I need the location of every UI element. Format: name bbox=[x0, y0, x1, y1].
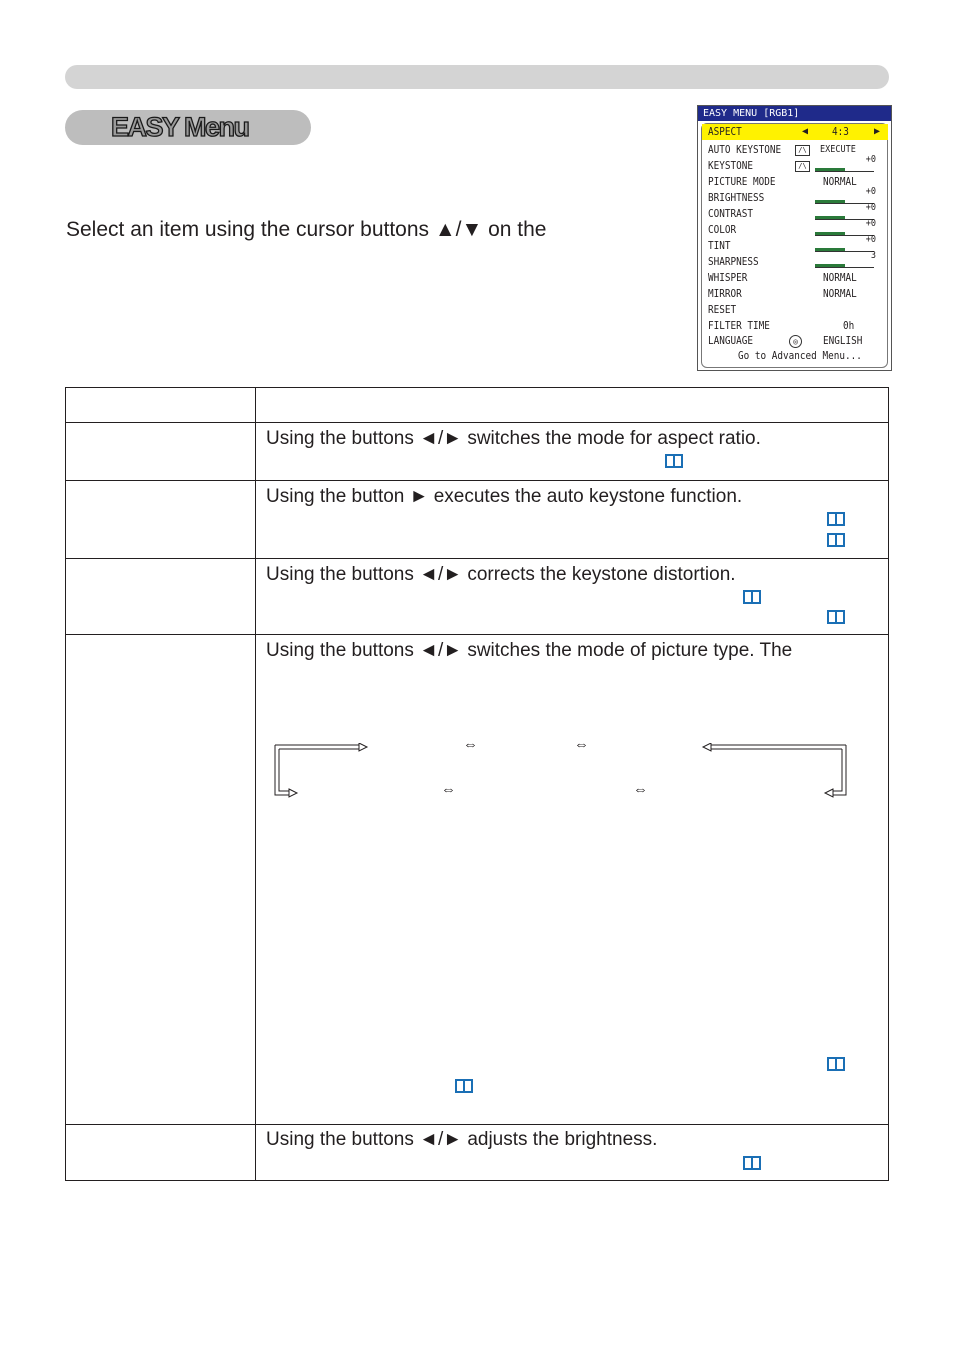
intro-text: Select an item using the cursor buttons ▲/▼ on the bbox=[66, 218, 547, 241]
osd-label: MIRROR bbox=[708, 287, 742, 300]
osd-label: KEYSTONE bbox=[708, 159, 754, 172]
row-picture-mode-description: Using the buttons ◄/► switches the mode of picture type. The bbox=[266, 640, 793, 661]
osd-row-reset[interactable] bbox=[702, 302, 888, 318]
osd-row-mirror[interactable] bbox=[702, 286, 888, 302]
row-divider bbox=[66, 558, 888, 559]
osd-row-sharpness[interactable] bbox=[702, 250, 888, 270]
osd-label: LANGUAGE bbox=[708, 334, 754, 347]
picture-mode-cycle-diagram bbox=[271, 743, 851, 799]
keystone-icon: /\ bbox=[795, 145, 810, 156]
osd-label: PICTURE MODE bbox=[708, 175, 776, 188]
book-icon[interactable] bbox=[742, 1155, 762, 1171]
osd-label: WHISPER bbox=[708, 271, 748, 284]
book-icon[interactable] bbox=[826, 1056, 846, 1072]
row-brightness-description: Using the buttons ◄/► adjusts the brightness. bbox=[266, 1129, 658, 1150]
osd-value: NORMAL bbox=[823, 287, 857, 300]
osd-label: CONTRAST bbox=[708, 207, 754, 220]
osd-label: AUTO KEYSTONE bbox=[708, 143, 782, 156]
osd-value: NORMAL bbox=[823, 175, 857, 188]
osd-row-whisper[interactable] bbox=[702, 270, 888, 286]
page-title: EASY Menu bbox=[111, 112, 249, 142]
osd-row-color[interactable] bbox=[702, 218, 888, 238]
osd-menu bbox=[697, 105, 892, 371]
triangle-left-icon: ◀ bbox=[802, 126, 809, 137]
row-divider bbox=[66, 634, 888, 635]
double-arrow-icon: ⇔ bbox=[633, 781, 648, 798]
header-bar bbox=[65, 65, 889, 89]
keystone-slider[interactable] bbox=[815, 168, 874, 172]
book-icon[interactable] bbox=[664, 453, 684, 469]
sharpness-slider[interactable] bbox=[815, 264, 874, 268]
osd-label: TINT bbox=[708, 239, 731, 252]
osd-label: ASPECT bbox=[708, 125, 742, 138]
osd-value: EXECUTE bbox=[820, 144, 856, 155]
osd-label: FILTER TIME bbox=[708, 319, 770, 332]
tint-slider[interactable] bbox=[815, 248, 874, 252]
osd-row-picture-mode[interactable] bbox=[702, 174, 888, 190]
globe-icon: ◎ bbox=[789, 335, 802, 348]
osd-value: +0 bbox=[865, 234, 876, 245]
book-icon[interactable] bbox=[826, 609, 846, 625]
osd-value: +0 bbox=[865, 218, 876, 229]
triangle-right-icon: ▶ bbox=[874, 126, 881, 137]
osd-row-auto-keystone[interactable] bbox=[702, 142, 888, 158]
osd-value: 4:3 bbox=[832, 125, 849, 138]
book-icon[interactable] bbox=[826, 532, 846, 548]
double-arrow-icon: ⇔ bbox=[463, 736, 478, 753]
row-auto-keystone-description: Using the button ► executes the auto keystone function. bbox=[266, 486, 743, 507]
osd-row-aspect[interactable] bbox=[702, 124, 888, 140]
row-divider bbox=[66, 422, 888, 423]
osd-header: EASY MENU [RGB1] bbox=[698, 106, 891, 121]
row-keystone-description: Using the buttons ◄/► corrects the keystone distortion. bbox=[266, 564, 736, 585]
osd-value: NORMAL bbox=[823, 271, 857, 284]
keystone-icon: /\ bbox=[795, 161, 810, 172]
osd-label: BRIGHTNESS bbox=[708, 191, 765, 204]
osd-row-contrast[interactable] bbox=[702, 202, 888, 222]
osd-label: RESET bbox=[708, 303, 737, 316]
book-icon[interactable] bbox=[454, 1078, 474, 1094]
osd-row-keystone[interactable] bbox=[702, 154, 888, 174]
row-divider bbox=[66, 1124, 888, 1125]
osd-footer: Go to Advanced Menu... bbox=[738, 349, 862, 362]
osd-row-filter-time[interactable] bbox=[702, 318, 888, 334]
book-icon[interactable] bbox=[742, 589, 762, 605]
osd-value: ENGLISH bbox=[823, 334, 863, 347]
osd-value: +0 bbox=[865, 202, 876, 213]
osd-advanced-link[interactable] bbox=[702, 348, 888, 364]
osd-value: 3 bbox=[870, 250, 876, 261]
osd-value: +0 bbox=[865, 186, 876, 197]
easy-menu-table bbox=[65, 387, 889, 1181]
osd-row-brightness[interactable] bbox=[702, 186, 888, 206]
osd-row-tint[interactable] bbox=[702, 234, 888, 254]
osd-value: 0h bbox=[843, 319, 855, 332]
osd-value: +0 bbox=[865, 154, 876, 165]
double-arrow-icon: ⇔ bbox=[441, 781, 456, 798]
double-arrow-icon: ⇔ bbox=[574, 736, 589, 753]
osd-label: COLOR bbox=[708, 223, 737, 236]
book-icon[interactable] bbox=[826, 511, 846, 527]
osd-row-language[interactable] bbox=[702, 333, 888, 349]
row-aspect-description: Using the buttons ◄/► switches the mode for aspect ratio. bbox=[266, 428, 761, 449]
osd-label: SHARPNESS bbox=[708, 255, 759, 268]
row-divider bbox=[66, 480, 888, 481]
column-divider bbox=[255, 388, 256, 1180]
section-title-badge bbox=[65, 110, 311, 145]
